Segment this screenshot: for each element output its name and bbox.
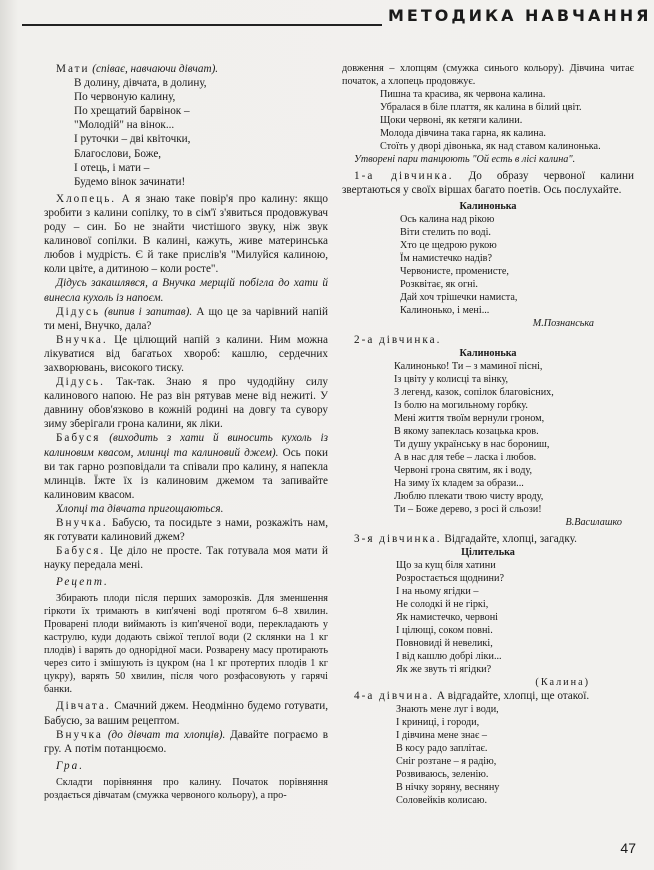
dialogue-text: Це діло не просте. Так готувала моя мати й науку передала мені. — [44, 545, 328, 572]
poem-line: В якому запеклась козацька кров. — [394, 426, 539, 438]
speaker-girls: Дівчата. — [56, 700, 111, 713]
song-verse — [74, 76, 328, 189]
speaker-girl-3: 3-я дівчинка. — [354, 533, 442, 546]
poem-title: Калинонька — [459, 201, 517, 213]
speaker-granddaughter: Внучка. — [56, 517, 108, 529]
poem-line: Ти – Боже дерево, з росі й сльози! — [394, 504, 542, 516]
poem-line: Ось калина над рікою — [400, 214, 495, 226]
poem-line: А в нас для тебе – ласка і любов. — [394, 452, 537, 464]
poem — [400, 213, 634, 317]
dialogue-text: Давайте пограємо в гру. А потім потанцюємо. — [44, 728, 329, 755]
comparison-line: Щоки червоні, як кетяги калини. — [380, 115, 523, 126]
comparison-line: Стоїть у дворі дівонька, як над ставом калинонька. — [380, 141, 601, 152]
speaker-granddaughter: Внучка. — [56, 333, 108, 346]
poem-line: І дівчина мене знає – — [396, 730, 487, 742]
poem-line: І на ньому ягідки – — [396, 586, 479, 598]
poem-line: Знають мене луг і води, — [396, 704, 499, 716]
poem-author: М.Познанська — [532, 318, 594, 330]
dialogue-girls — [44, 699, 328, 727]
poem-line: Не солодкі й не гіркі, — [396, 599, 489, 611]
verse-line: По червоную калину, — [74, 91, 176, 104]
comparison-line: Пишна та красива, як червона калина. — [380, 89, 546, 100]
comparison-list — [380, 88, 634, 153]
mother-line — [44, 62, 328, 76]
header-rule — [22, 24, 382, 26]
recipe-text: Збирають плоди після перших заморозків. Для зменшення гіркоти їх тримають в кип'ячені воді протягом 6–8 хвилин. Проварені плоди виймають із кип'яченої води, перекладають у каструлю, куди додають свіжої теплої води (2 склянки на 1 кг плодів) і варять до однорідної маси. Розварену масу протирають через сито і змішують із цукром (на 1 кг протертих плодів 1 кг цукру), варять 50 хвилин, після чого розфасовують у гарячі банки. — [44, 593, 328, 696]
verse-line: Будемо вінок зачинати! — [74, 175, 186, 188]
dialogue-text: А відгадайте, хлопці, ще отакої. — [436, 690, 590, 703]
dialogue-boy — [44, 192, 328, 277]
verse-line: По хрещатий барвінок – — [74, 105, 190, 118]
game-text: Складти порівняння про калину. Початок порівняння роздається дівчатам (смужка червоного кольору), а про- — [44, 776, 328, 801]
dialogue-grandpa — [44, 375, 328, 431]
dialogue-girl-4 — [342, 689, 634, 703]
dialogue-grandma — [44, 544, 328, 572]
poem-line: Соловейків колисаю. — [396, 795, 488, 807]
speaker-grandpa: Дідусь. — [56, 376, 105, 389]
poem-line: Повновиді й невеликі, — [396, 638, 493, 650]
section-title: МЕТОДИКА НАВЧАННЯ — [388, 6, 652, 25]
speaker-grandma: Бабуся — [56, 432, 101, 445]
poem-line: Дай хоч трішечки намиста, — [400, 292, 518, 304]
stage-direction: (випив і запитав). — [104, 305, 193, 318]
stage-direction: Утворені пари танцюють "Ой есть в лісі калина". — [354, 154, 576, 165]
dialogue-granddaughter — [44, 728, 328, 756]
dialogue-text: Ось поки ви так гарно розповідали та співали про калину, я напекла млинців. Їжте їх із калиновим джемом та запивайте калиновим квасом. — [44, 446, 328, 501]
speaker-girl-4: 4-а дівчина. — [354, 690, 435, 703]
poem-line: Із болю на могильному горбку. — [394, 400, 528, 412]
poem-line: Як намистечко, червоні — [396, 612, 499, 624]
comparison-line: Убралася в біле плаття, як калина в білий цвіт. — [380, 102, 582, 113]
poem-line: Що за кущ біля хатини — [396, 560, 496, 572]
poem-line: На зиму їх кладем за образи... — [394, 478, 524, 490]
speaker-mother: Мати — [56, 63, 90, 75]
recipe-heading: Рецепт. — [56, 576, 109, 589]
poem-line: Хто це щедрою рукою — [400, 240, 497, 252]
poem-line: Червоні грона святим, як і воду, — [394, 465, 533, 477]
poem-title: Калинонька — [459, 348, 517, 360]
dialogue-text: Смачний джем. Неодмінно будемо готувати, Бабусю, за вашим рецептом. — [44, 700, 328, 727]
poem-author: В.Василашко — [565, 517, 622, 529]
right-column — [342, 62, 634, 807]
verse-line: Благослови, Боже, — [74, 147, 162, 160]
dialogue-text: До образу червоної калини звертаються у своїх віршах багато поетів. Ось послухайте. — [342, 170, 634, 197]
poem-line: Калинонько! Ти – з маминої пісні, — [394, 361, 543, 373]
poem-line: Розростається щоднини? — [396, 573, 504, 585]
riddle — [396, 559, 634, 676]
verse-line: І отець, і мати – — [74, 161, 150, 174]
speaker-boy: Хлопець. — [56, 192, 117, 205]
poem-line: В косу радо заплітає. — [396, 743, 488, 755]
poem-line: Ти душу українську в нас борониш, — [394, 439, 550, 451]
speaker-grandpa: Дідусь — [56, 305, 101, 318]
dialogue-text: Відгадайте, хлопці, загадку. — [444, 533, 577, 546]
speaker-girl-1: 1-а дівчинка. — [354, 170, 454, 182]
dialogue-grandma — [44, 431, 328, 501]
poem-line: Червонисте, променисте, — [400, 266, 509, 278]
poem-line: Сніг розтане – я радію, — [396, 756, 497, 768]
riddle — [396, 703, 634, 807]
dialogue-text: А я знаю таке повір'я про калину: якщо зробити з калини сопілку, то в сім'ї з'явиться продовжувач роду – син. Бо не знайти чистішого звуку, ніж звук калинової сопілки. В калині, кажуть, живе материнська любов і мудрість. Є й таке прислів'я "Милуйся калиною, коли цвіте, а дитиною – коли росте". — [44, 192, 329, 276]
poem-line: І цілющі, соком повні. — [396, 625, 493, 637]
stage-direction: (до дівчат та хлопців). — [107, 728, 226, 741]
speaker-girl-2: 2-а дівчинка. — [354, 334, 442, 347]
dialogue-text: Бабусю, та посидьте з нами, розкажіть нам, як готувати калиновий джем? — [44, 517, 328, 544]
stage-direction: Дідусь закашлявся, а Внучка мерщій побігла до хати й винесла кухоль із напоєм. — [44, 277, 328, 304]
stage-direction: (співає, навчаючи дівчат). — [92, 63, 219, 75]
dialogue-text: Так-так. Знаю я про чудодійну силу калинового напою. Не раз він рятував мене від нежиті. У давнину обов'язково в кожній родині на довгу та сувору зиму зберігали грона калини, як ліки. — [44, 376, 328, 431]
comparison-line: Молода дівчина така гарна, як калина. — [380, 128, 546, 139]
poem-line: В нічку зоряну, весняну — [396, 782, 500, 794]
dialogue-grandpa — [44, 305, 328, 333]
speaker-grandma: Бабуся. — [56, 545, 106, 558]
poem-line: Їм намистечко надів? — [400, 253, 493, 265]
poem-line: Із цвіту у колисці та вінку, — [394, 374, 509, 386]
dialogue-girl-3 — [342, 532, 634, 546]
riddle-answer: (Калина) — [535, 677, 590, 689]
verse-line: І руточки – дві квіточки, — [74, 133, 191, 146]
poem-line: Мені життя твоїм вернули гроном, — [394, 413, 545, 425]
poem-line: Віти стелить по воді. — [400, 227, 491, 239]
dialogue-girl-2 — [342, 333, 634, 347]
dialogue-granddaughter — [44, 333, 328, 375]
poem-line: Як же звуть ті ягідки? — [396, 664, 492, 676]
poem-line: Калинонько, і мені... — [400, 305, 490, 317]
poem — [394, 360, 634, 516]
speaker-granddaughter: Внучка — [56, 728, 103, 741]
poem-line: І від кашлю добрі ліки... — [396, 651, 502, 663]
left-column — [44, 62, 328, 802]
game-heading: Гра. — [56, 759, 85, 772]
poem-line: Люблю плекати твою чисту вроду, — [394, 491, 544, 503]
game-text-continued: довження – хлопцям (смужка синього кольору). Дівчина читає початок, а хлопець продовжує. — [342, 63, 634, 87]
poem-line: Розквітає, як огні. — [400, 279, 478, 291]
dialogue-granddaughter — [44, 516, 328, 544]
poem-title: Цілителька — [461, 547, 515, 559]
page-number: 47 — [620, 840, 636, 856]
poem-line: Розвиваюсь, зеленію. — [396, 769, 489, 781]
stage-direction: Хлопці та дівчата пригощаються. — [56, 502, 224, 515]
dialogue-text: Це цілющий напій з калини. Ним можна лікуватися від багатьох хвороб: кашлю, сердечних захворювань, високого тиску. — [44, 333, 329, 374]
dialogue-text: А що це за чарівний напій ти мені, Внучко, дала? — [44, 305, 329, 332]
verse-line: В долину, дівчата, в долину, — [74, 77, 207, 90]
poem-line: І криниці, і городи, — [396, 717, 480, 729]
verse-line: "Молодій" на вінок... — [74, 119, 175, 132]
poem-line: З легенд, казок, сопілок благовісних, — [394, 387, 554, 399]
stage-direction: (виходить з хати й виносить кухоль із калиновим квасом, млинці та калиновий джем). — [44, 432, 329, 459]
dialogue-girl-1 — [342, 169, 634, 197]
